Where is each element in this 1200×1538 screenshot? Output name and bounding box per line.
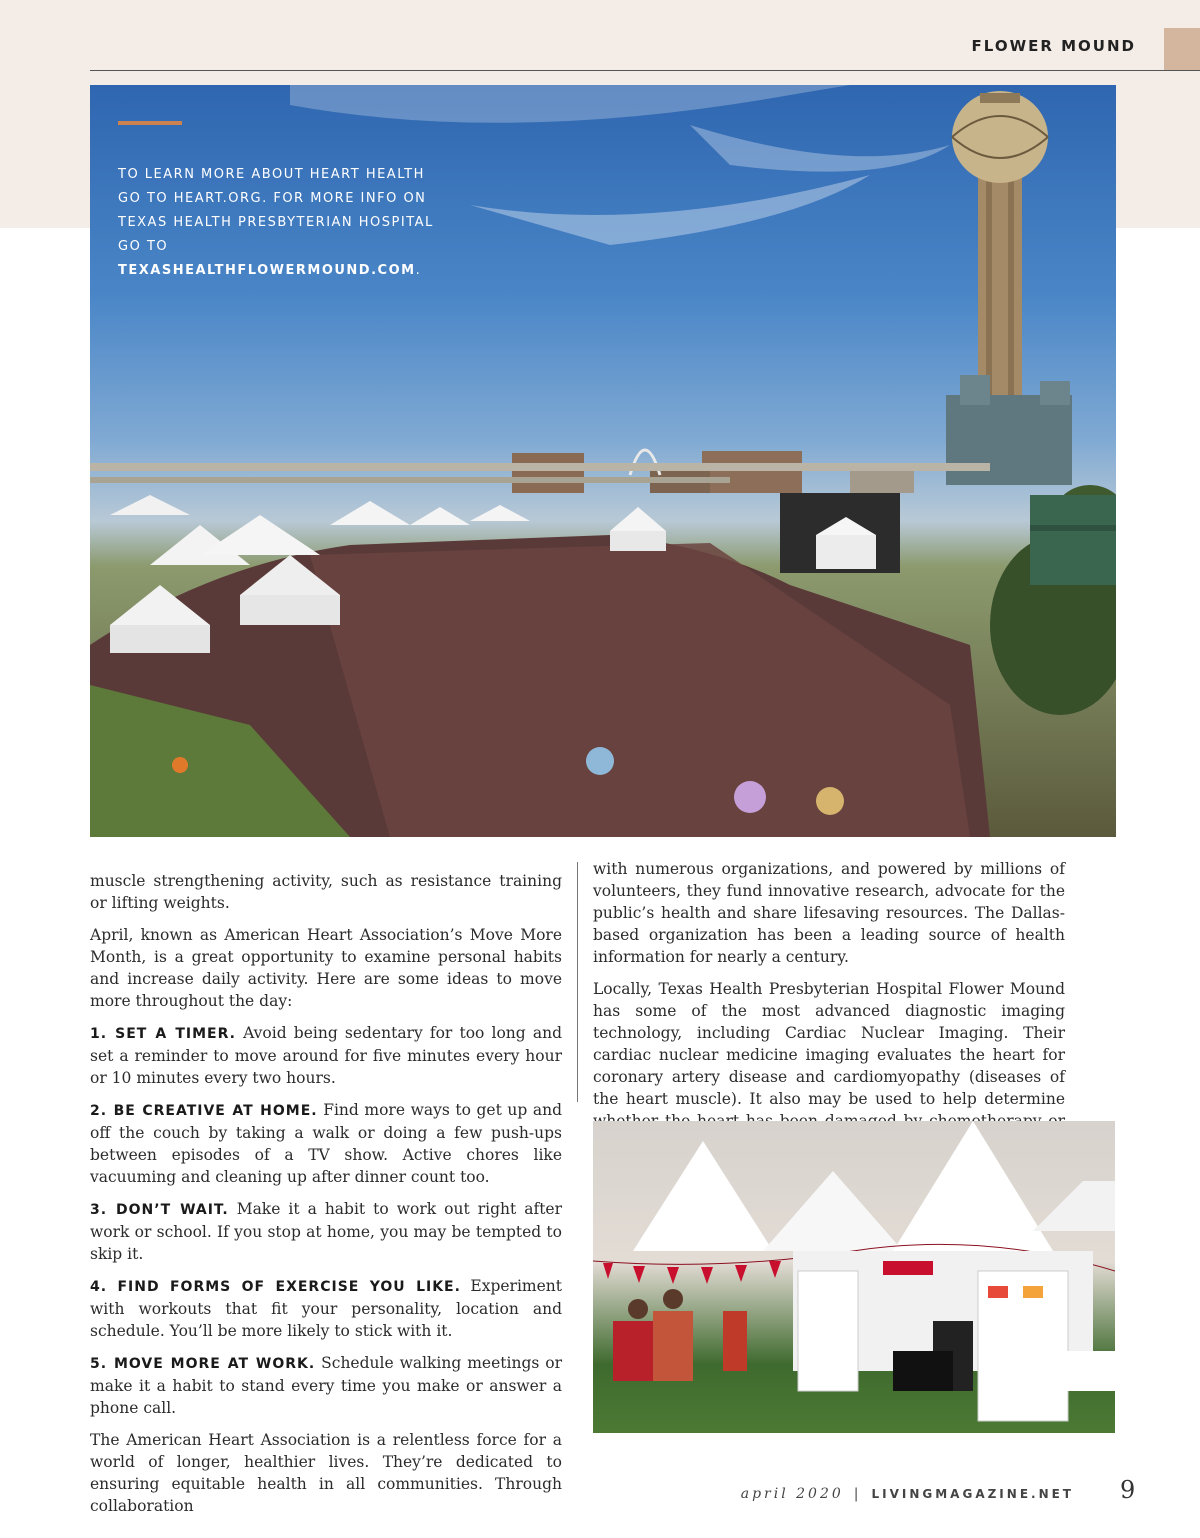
caption-line: TO LEARN MORE ABOUT HEART HEALTH bbox=[118, 167, 425, 182]
hero-caption bbox=[118, 163, 438, 283]
header-rule bbox=[90, 70, 1200, 71]
issue-date: april 2020 bbox=[740, 1486, 844, 1502]
caption-accent-bar bbox=[118, 121, 182, 125]
tip-heading: 5. MOVE MORE AT WORK. bbox=[90, 1356, 316, 1372]
tip-heading: 3. DON’T WAIT. bbox=[90, 1202, 229, 1218]
tip-heading: 2. BE CREATIVE AT HOME. bbox=[90, 1103, 318, 1119]
paragraph: with numerous organizations, and powered by millions of volunteers, they fund innovative research, advocate for the public’s health and share lifesaving resources. The Dallas-based organization has been a leading source of health information for nearly a century. bbox=[593, 860, 1065, 966]
tip-body: Avoid being sedentary for too long and set a reminder to move around for five minutes every hour or 10 minutes every two hours. bbox=[90, 1024, 562, 1087]
tip-body: Make it a habit to work out right after work or school. If you stop at home, you may be tempted to skip it. bbox=[90, 1200, 563, 1263]
tip-body: Find more ways to get up and off the couch by taking a walk or doing a few push-ups between episodes of a TV show. Active chores like vacuuming and cleaning up after dinner count too. bbox=[90, 1101, 563, 1186]
article-left-column bbox=[90, 870, 562, 1527]
caption-end: . bbox=[415, 263, 422, 278]
tip-heading: 1. SET A TIMER. bbox=[90, 1026, 236, 1042]
tip-body: Schedule walking meetings or make it a habit to stand every time you make or answer a phone call. bbox=[90, 1354, 562, 1417]
caption-goto: GO TO bbox=[118, 239, 169, 254]
tip-item bbox=[90, 1352, 562, 1419]
tip-heading: 4. FIND FORMS OF EXERCISE YOU LIKE. bbox=[90, 1279, 461, 1295]
tip-item bbox=[90, 1198, 562, 1265]
booth-photo-illustration bbox=[593, 1121, 1115, 1433]
article-right-column bbox=[593, 858, 1065, 1164]
section-label: FLOWER MOUND bbox=[971, 37, 1136, 55]
column-divider bbox=[577, 862, 578, 1102]
section-tab bbox=[1164, 28, 1200, 70]
paragraph: April, known as American Heart Association’s Move More Month, is a great opportunity to examine personal habits and increase daily activity. Here are some ideas to move more throughout the day: bbox=[90, 926, 562, 1010]
tip-item bbox=[90, 1022, 562, 1089]
footer-site-link[interactable]: LIVINGMAGAZINE.NET bbox=[871, 1487, 1074, 1501]
tip-item bbox=[90, 1099, 562, 1188]
paragraph: muscle strengthening activity, such as resistance training or lifting weights. bbox=[90, 872, 562, 912]
page-number: 9 bbox=[1120, 1476, 1136, 1504]
caption-line: TEXAS HEALTH PRESBYTERIAN HOSPITAL bbox=[118, 215, 434, 230]
paragraph: The American Heart Association is a relentless force for a world of longer, healthier lives. They’re dedicated to ensuring equitable health in all communities. Through collaboration bbox=[90, 1431, 562, 1515]
booth-photo bbox=[593, 1121, 1115, 1433]
hero-photo bbox=[90, 85, 1116, 837]
caption-link[interactable]: TEXASHEALTHFLOWERMOUND.COM bbox=[118, 263, 416, 278]
tip-body: Experiment with workouts that fit your personality, location and schedule. You’ll be more likely to stick with it. bbox=[90, 1277, 562, 1340]
footer-separator: | bbox=[853, 1486, 862, 1502]
footer bbox=[741, 1486, 1074, 1502]
paragraph: Locally, Texas Health Presbyterian Hospital Flower Mound has some of the most advanced diagnostic imaging technology, including Cardiac Nuclear Imaging. Their cardiac nuclear medicine imaging evaluates the heart for coronary artery disease and cardiomyopathy (diseases of the heart muscle). It also may be used to help determine bbox=[593, 980, 1065, 1108]
caption-line: GO TO HEART.ORG. FOR MORE INFO ON bbox=[118, 191, 427, 206]
tip-item bbox=[90, 1275, 562, 1342]
